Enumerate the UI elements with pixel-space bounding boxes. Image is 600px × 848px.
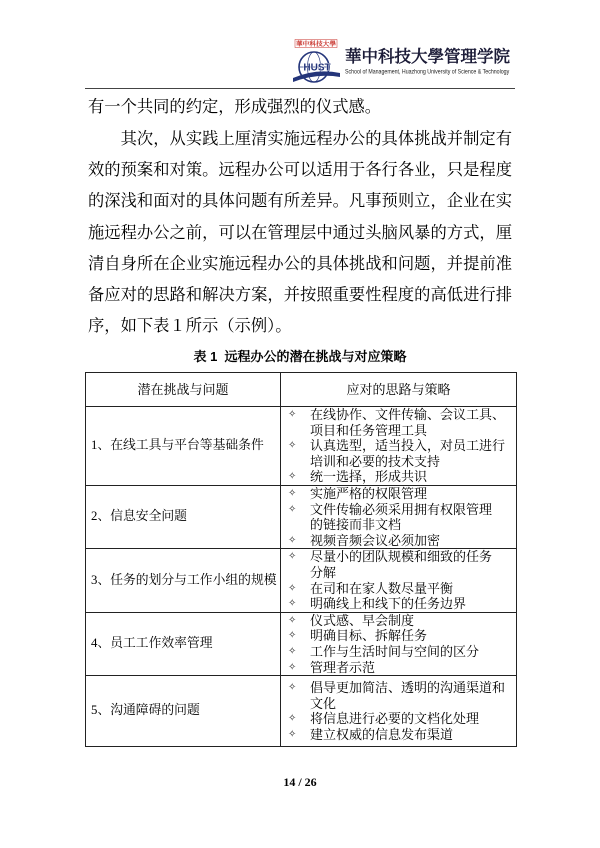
strategy-item	[288, 533, 516, 549]
strategy-text-line: 仪式感、早会制度	[310, 612, 415, 628]
strategy-item	[288, 613, 516, 629]
challenge-cell	[86, 485, 281, 548]
strategy-text	[310, 680, 516, 711]
strategy-item	[288, 727, 516, 743]
strategy-text-line: 统一选择，形成共识	[310, 469, 428, 485]
strategy-text-line: 明确目标、拆解任务	[310, 628, 428, 644]
strategy-text	[310, 727, 516, 743]
school-name-cn: 華中科技大學管理学院	[345, 47, 510, 66]
strategy-item	[288, 469, 516, 485]
text-line: 的深浅和面对的具体问题有所差异。凡事预则立，企业在实	[88, 191, 512, 211]
school-name-en: School of Management, Huazhong University of Science & Technology	[345, 68, 510, 76]
header-rule	[85, 88, 515, 89]
strategy-text-line: 的链接而非文档	[310, 517, 402, 533]
table-row	[86, 485, 517, 548]
strategy-item	[288, 628, 516, 644]
strategy-text-line: 将信息进行必要的文档化处理	[310, 711, 480, 727]
strategy-text	[310, 549, 516, 580]
strategy-cell	[281, 407, 517, 486]
strategy-item	[288, 438, 516, 469]
strategy-cell	[281, 549, 517, 612]
table-row	[86, 676, 517, 747]
hust-logo	[290, 38, 342, 86]
four-point-star-outline-icon	[288, 644, 310, 660]
strategy-item	[288, 711, 516, 727]
text-line: 其次，从实践上厘清实施远程办公的具体挑战并制定有	[120, 128, 512, 148]
strategy-text-line: 分解	[310, 564, 337, 580]
strategy-text	[310, 486, 516, 502]
four-point-star-outline-icon	[288, 711, 310, 727]
strategy-text	[310, 596, 516, 612]
strategy-text	[310, 711, 516, 727]
strategy-item	[288, 486, 516, 502]
strategy-text-line: 尽量小的团队规模和细致的任务	[310, 549, 493, 565]
strategy-text	[310, 407, 516, 438]
strategy-text-line: 在线协作、文件传输、会议工具、	[310, 407, 506, 422]
four-point-star-outline-icon	[288, 660, 310, 676]
table-row	[86, 612, 517, 675]
four-point-star-outline-icon	[288, 613, 310, 629]
challenge-cell	[86, 676, 281, 747]
strategy-item	[288, 596, 516, 612]
page-number: 14 / 26	[283, 775, 317, 789]
four-point-star-outline-icon	[288, 596, 310, 612]
strategy-text	[310, 628, 516, 644]
challenge-text: 5、沟通障碍的问题	[91, 703, 200, 718]
strategy-cell	[281, 612, 517, 675]
four-point-star-outline-icon	[288, 502, 310, 518]
text-line: 有一个共同的约定，形成强烈的仪式感。	[88, 97, 382, 117]
body-text	[88, 91, 512, 341]
four-point-star-outline-icon	[288, 549, 310, 565]
challenge-cell	[86, 549, 281, 612]
challenge-cell	[86, 407, 281, 486]
four-point-star-outline-icon	[288, 727, 310, 743]
strategy-text-line: 倡导更加简洁、透明的沟通渠道和	[310, 679, 506, 695]
strategy-text-line: 文化	[310, 695, 337, 711]
text-line: 效的预案和对策。远程办公可以适用于各行各业，只是程度	[88, 159, 512, 179]
strategy-text	[310, 581, 516, 597]
strategy-text	[310, 613, 516, 629]
strategy-text-line: 明确线上和线下的任务边界	[310, 596, 467, 612]
text-line: 备应对的思路和解决方案，并按照重要性程度的高低进行排	[88, 285, 512, 305]
strategy-text	[310, 644, 516, 660]
strategy-text	[310, 438, 516, 469]
strategy-text	[310, 502, 516, 533]
strategy-cell	[281, 485, 517, 548]
strategy-text-line: 项目和任务管理工具	[310, 422, 428, 438]
column-header-challenge: 潜在挑战与问题	[86, 373, 281, 407]
four-point-star-outline-icon	[288, 680, 310, 696]
strategy-cell	[281, 676, 517, 747]
strategy-text-line: 文件传输必须采用拥有权限管理	[310, 501, 493, 517]
paragraph	[88, 123, 512, 342]
challenge-strategy-table	[85, 372, 517, 747]
strategy-text-line: 实施严格的权限管理	[310, 485, 428, 501]
strategy-text	[310, 469, 516, 485]
paragraph	[88, 91, 512, 122]
table-header-row	[86, 373, 517, 407]
table-row	[86, 549, 517, 612]
column-header-strategy: 应对的思路与策略	[281, 373, 517, 407]
text-line: 序，如下表１所示（示例）。	[88, 316, 292, 336]
challenge-text: 1、在线工具与平台等基础条件	[91, 438, 264, 453]
four-point-star-outline-icon	[288, 438, 310, 454]
strategy-text-line: 认真选型，适当投入，对员工进行	[310, 438, 506, 454]
challenge-text: 4、员工工作效率管理	[91, 636, 213, 651]
strategy-item	[288, 502, 516, 533]
strategy-text	[310, 660, 516, 676]
strategy-text-line: 建立权威的信息发布渠道	[310, 726, 454, 742]
logo-mark-text: HUST	[303, 62, 331, 74]
strategy-text-line: 工作与生活时间与空间的区分	[310, 643, 480, 659]
challenge-cell	[86, 612, 281, 675]
four-point-star-outline-icon	[288, 486, 310, 502]
four-point-star-outline-icon	[288, 469, 310, 485]
strategy-item	[288, 680, 516, 711]
strategy-text-line: 培训和必要的技术支持	[310, 453, 441, 469]
strategy-text	[310, 533, 516, 549]
challenge-text: 3、任务的划分与工作小组的规模	[91, 572, 277, 587]
four-point-star-outline-icon	[288, 628, 310, 644]
challenge-text: 2、信息安全问题	[91, 509, 187, 524]
strategy-text-line: 视频音频会议必须加密	[310, 532, 441, 548]
table-row	[86, 407, 517, 486]
strategy-item	[288, 644, 516, 660]
text-line: 清自身所在企业实施远程办公的具体挑战和问题，并提前准	[88, 253, 512, 273]
strategy-item	[288, 549, 516, 580]
logo-seal-text: 華中科技大學	[296, 40, 333, 48]
text-line: 施远程办公之前，可以在管理层中通过头脑风暴的方式，厘	[88, 222, 512, 242]
four-point-star-outline-icon	[288, 533, 310, 549]
table-caption: 表 1 远程办公的潜在挑战与对应策略	[193, 349, 407, 364]
strategy-item	[288, 581, 516, 597]
strategy-item	[288, 407, 516, 438]
four-point-star-outline-icon	[288, 581, 310, 597]
strategy-item	[288, 660, 516, 676]
four-point-star-outline-icon	[288, 407, 310, 423]
strategy-text-line: 在司和在家人数尽量平衡	[310, 580, 454, 596]
strategy-text-line: 管理者示范	[310, 659, 376, 675]
